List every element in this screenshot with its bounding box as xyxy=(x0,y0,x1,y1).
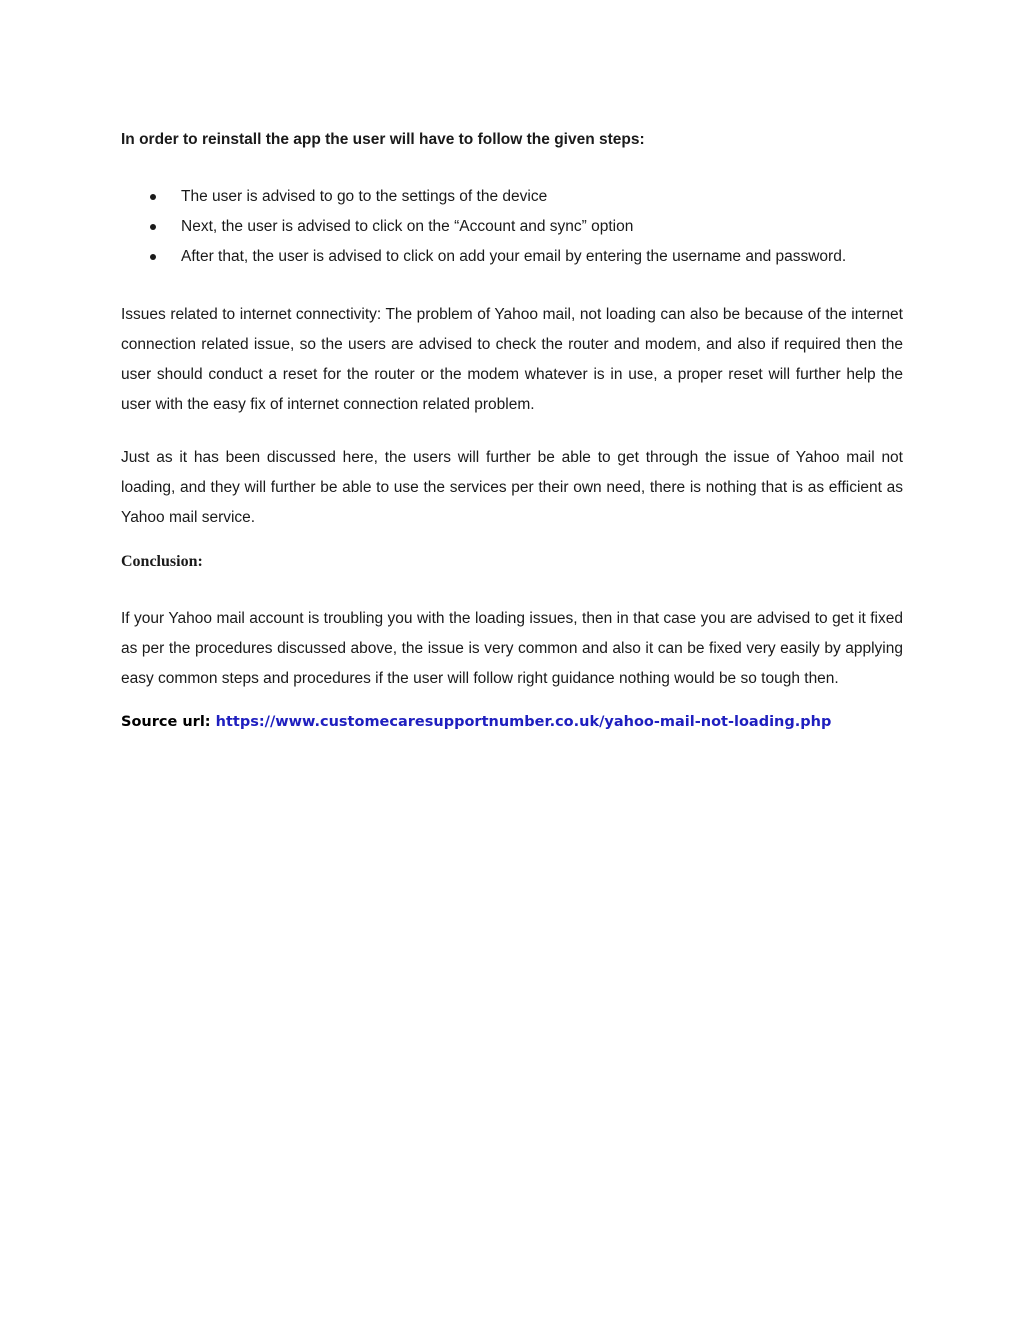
list-item xyxy=(121,242,903,272)
bullet-icon xyxy=(150,224,156,230)
source-label: Source url: xyxy=(121,714,216,730)
document-body xyxy=(121,128,903,733)
steps-heading: In order to reinstall the app the user will have to follow the given steps: xyxy=(121,131,645,148)
paragraph-discussed: Just as it has been discussed here, the users will further be able to get through the issue of Yahoo mail not loading, and they will further be able to use the services per their own need, there is nothing that is as efficient as Yahoo mail service. xyxy=(121,449,903,526)
paragraph-connectivity: Issues related to internet connectivity: The problem of Yahoo mail, not loading can also be because of the internet connection related issue, so the users are advised to check the router and modem, and also if required then the user should conduct a reset for the router or the modem whatever is in use, a proper reset will further help the user with the easy fix of internet connection related problem. xyxy=(121,306,903,413)
source-line xyxy=(121,711,903,733)
conclusion-heading: Conclusion: xyxy=(121,553,203,570)
bullet-icon xyxy=(150,254,156,260)
step-text: Next, the user is advised to click on the “Account and sync” option xyxy=(181,218,634,235)
step-text: The user is advised to go to the settings of the device xyxy=(181,188,548,205)
list-item xyxy=(121,182,903,212)
paragraph-conclusion: If your Yahoo mail account is troubling you with the loading issues, then in that case you are advised to get it fixed as per the procedures discussed above, the issue is very common and also it can be fixed very easily by applying easy common steps and procedures if the user will follow right guidance nothing would be so tough then. xyxy=(121,610,903,687)
step-text: After that, the user is advised to click on add your email by entering the username and password. xyxy=(181,248,847,265)
steps-list xyxy=(121,182,903,272)
bullet-icon xyxy=(150,194,156,200)
list-item xyxy=(121,212,903,242)
source-link[interactable]: https://www.customecaresupportnumber.co.uk/yahoo-mail-not-loading.php xyxy=(215,714,832,730)
